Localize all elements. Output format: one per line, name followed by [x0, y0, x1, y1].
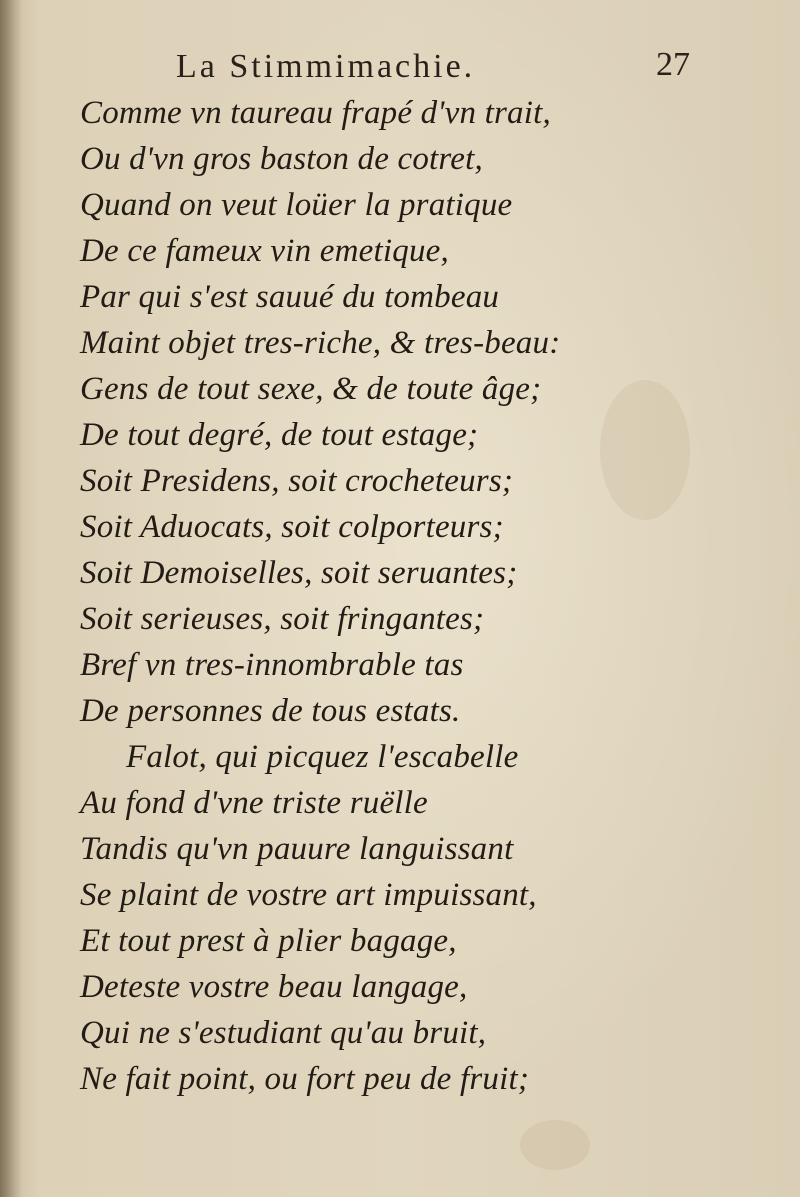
verse-line: Tandis qu'vn pauure languissant: [80, 831, 514, 867]
verse-line: Au fond d'vne triste ruëlle: [80, 785, 428, 821]
verse-line: De ce fameux vin emetique,: [80, 233, 449, 269]
verse-line: Falot, qui picquez l'escabelle: [126, 739, 519, 775]
verse-line: Gens de tout sexe, & de toute âge;: [80, 371, 542, 407]
verse-text: [80, 90, 780, 1102]
verse-line: De tout degré, de tout estage;: [80, 417, 479, 453]
verse-line: Par qui s'est sauué du tombeau: [80, 279, 500, 315]
verse-line: Soit Aduocats, soit colporteurs;: [80, 509, 504, 545]
gutter-shadow: [0, 0, 22, 1197]
page-number: 27: [656, 46, 690, 83]
verse-line: Se plaint de vostre art impuissant,: [80, 877, 537, 913]
verse-line: Ou d'vn gros baston de cotret,: [80, 141, 483, 177]
verse-line: Bref vn tres-innombrable tas: [80, 647, 464, 683]
verse-line: Qui ne s'estudiant qu'au bruit,: [80, 1015, 487, 1051]
verse-line: Comme vn taureau frapé d'vn trait,: [80, 95, 551, 131]
page-header: [0, 40, 800, 90]
verse-line: Et tout prest à plier bagage,: [80, 923, 457, 959]
verse-line: Soit Presidens, soit crocheteurs;: [80, 463, 514, 499]
verse-line: Soit serieuses, soit fringantes;: [80, 601, 485, 637]
verse-line: Soit Demoiselles, soit seruantes;: [80, 555, 518, 591]
paper-stain: [520, 1120, 590, 1170]
verse-line: Quand on veut loüer la pratique: [80, 187, 513, 223]
verse-line: Deteste vostre beau langage,: [80, 969, 468, 1005]
running-title: La Stimmimachie.: [176, 48, 476, 85]
verse-line: Maint objet tres-riche, & tres-beau:: [80, 325, 561, 361]
verse-line: Ne fait point, ou fort peu de fruit;: [80, 1061, 530, 1097]
verse-line: De personnes de tous estats.: [80, 693, 461, 729]
